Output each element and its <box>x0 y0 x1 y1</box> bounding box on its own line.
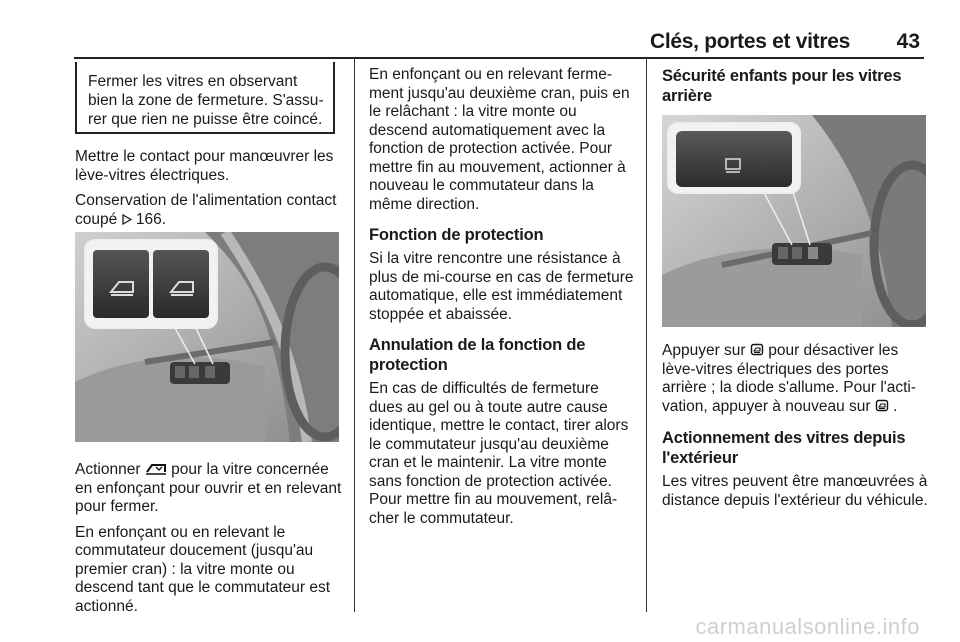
paragraph <box>662 342 930 416</box>
paragraph <box>75 192 341 229</box>
column-divider-1 <box>354 58 355 612</box>
window-switch-photo <box>75 232 339 442</box>
section-heading: Annulation de la fonction de protection <box>369 336 586 374</box>
text: Appuyer sur <box>662 342 746 359</box>
child-lock-icon <box>750 342 768 359</box>
column-1-upper <box>75 148 341 229</box>
section-heading: Actionnement des vitres depuis l'extérieur <box>662 429 906 467</box>
paragraph: En enfonçant ou en relevant fermement jusqu'au deuxième cran, puis en le relâchant : la vitre monte ou descend automatiquement avec la fonction de protection activée. Pour mettre fin au mouvement, actionner à nouveau le commutateur dans la même direction. <box>369 66 630 213</box>
column-3-upper <box>662 66 928 106</box>
column-3-lower <box>662 342 930 510</box>
page-number: 43 <box>896 30 920 53</box>
text: Actionner <box>75 461 141 478</box>
paragraph <box>75 461 343 517</box>
column-1-lower <box>75 461 343 616</box>
watermark: carmanualsonline.info <box>695 614 920 639</box>
paragraph: En cas de difficultés de fermeture dues au gel ou à toute autre cause identique, mettre le contact, tirer alors le commutateur jusqu'au deuxième cran et le maintenir. La vitre monte sans fonction de protection activée. Pour mettre fin au mouvement, relâcher le commutateur. <box>369 380 629 527</box>
warning-text: Fermer les vitres en observant bien la zone de fermeture. S'assurer que rien ne puisse être coincé. <box>88 73 324 128</box>
section-heading: Fonction de protection <box>369 226 544 244</box>
paragraph: Les vitres peuvent être manœuvrées à distance depuis l'extérieur du véhicule. <box>662 473 928 509</box>
page-header <box>60 30 920 56</box>
text: pour la vitre concernée en enfonçant pour ouvrir et en relevant pour fermer. <box>75 461 342 515</box>
page-reference-triangle-icon <box>122 211 136 228</box>
column-2 <box>369 66 635 528</box>
page-title: Clés, portes et vitres <box>650 30 850 53</box>
paragraph: En enfonçant ou en relevant le commutateur doucement (jusqu'au premier cran) : la vitre monte ou descend tant que le commutateur est actionné. <box>75 523 331 615</box>
text: pour désactiver les lève-vitres électriques des portes arrière ; la diode s'allume. Pour l'activation, appuyer à nouveau sur <box>662 342 917 415</box>
paragraph: Mettre le contact pour manœuvrer les lève-vitres électriques. <box>75 148 334 184</box>
warning-box <box>75 62 335 134</box>
text: Conservation de l'alimentation contact coupé <box>75 192 337 228</box>
text: . <box>893 397 898 415</box>
header-rule <box>74 57 924 59</box>
page-reference: 166. <box>135 210 167 228</box>
window-switch-icon <box>145 461 171 478</box>
paragraph: Si la vitre rencontre une résistance à plus de mi-course en cas de fermeture automatique, elle est immédiatement stoppée et abaissée. <box>369 250 634 323</box>
child-lock-photo <box>662 115 926 327</box>
section-heading: Sécurité enfants pour les vitres arrière <box>662 67 902 105</box>
column-divider-2 <box>646 58 647 612</box>
child-lock-icon <box>875 398 893 415</box>
